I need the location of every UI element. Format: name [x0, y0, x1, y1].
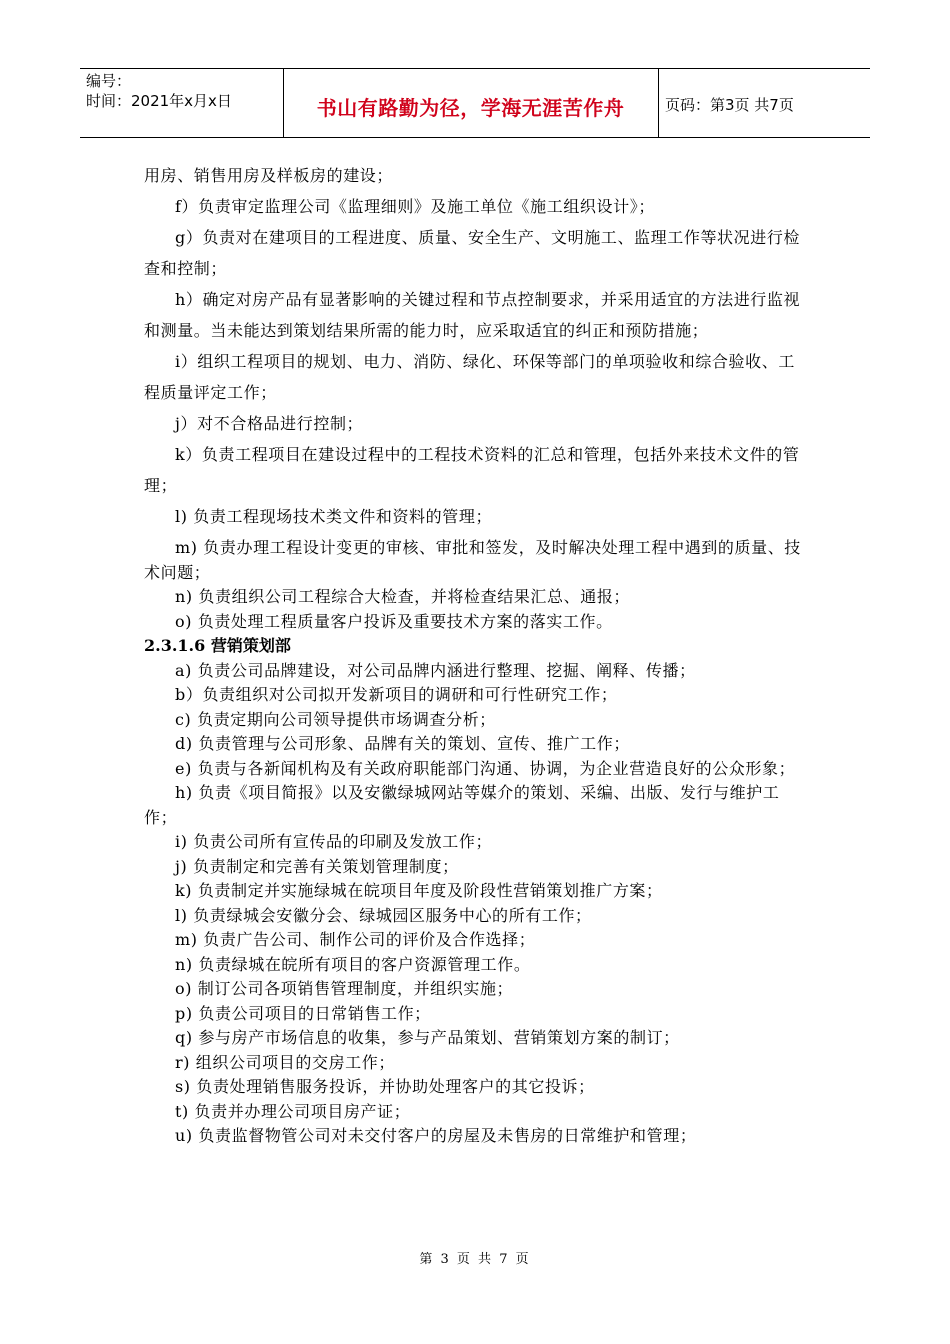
list-item: l) 负责绿城会安徽分会、绿城园区服务中心的所有工作； [175, 905, 592, 925]
list-item: n) 负责绿城在皖所有项目的客户资源管理工作。 [175, 954, 531, 974]
list-item: a) 负责公司品牌建设，对公司品牌内涵进行整理、挖掘、阐释、传播； [175, 660, 696, 680]
header-motto-cell [283, 69, 659, 137]
list-item: b）负责组织对公司拟开发新项目的调研和可行性研究工作； [175, 685, 618, 704]
paragraph: m) 负责办理工程设计变更的审核、审批和签发，及时解决处理工程中遇到的质量、技术问题； [144, 538, 801, 582]
document-number-label: 编号： [86, 72, 132, 90]
paragraph: g）负责对在建项目的工程进度、质量、安全生产、文明施工、监理工作等状况进行检查和控制； [144, 228, 801, 278]
list-item: d) 负责管理与公司形象、品牌有关的策划、宣传、推广工作； [175, 734, 630, 753]
list-item: r) 组织公司项目的交房工作； [175, 1052, 395, 1072]
marketing-list [144, 659, 809, 1149]
list-item: e) 负责与各新闻机构及有关政府职能部门沟通、协调，为企业营造良好的公众形象； [175, 758, 796, 778]
list-item: m) 负责广告公司、制作公司的评价及合作选择； [175, 930, 536, 949]
paragraph: n) 负责组织公司工程综合大检查，并将检查结果汇总、通报； [175, 587, 631, 606]
list-item: h) 负责《项目简报》以及安徽绿城网站等媒介的策划、采编、出版、发行与维护工作； [144, 783, 780, 827]
paragraph: h）确定对房产品有显著影响的关键过程和节点控制要求，并采用适宜的方法进行监视和测量。当未能达到策划结果所需的能力时，应采取适宜的纠正和预防措施； [144, 290, 801, 340]
list-item: t) 负责并办理公司项目房产证； [175, 1101, 411, 1121]
list-item: c) 负责定期向公司领导提供市场调查分析； [175, 709, 496, 729]
list-item: i) 负责公司所有宣传品的印刷及发放工作； [175, 832, 493, 851]
header-meta [80, 69, 284, 137]
paragraph: l) 负责工程现场技术类文件和资料的管理； [175, 507, 493, 526]
paragraph: j）对不合格品进行控制； [175, 414, 364, 433]
paragraph: f）负责审定监理公司《监理细则》及施工单位《施工组织设计》； [175, 197, 655, 216]
header-page-info: 页码：第3页 共7页 [665, 96, 794, 114]
paragraph: o) 负责处理工程质量客户投诉及重要技术方案的落实工作。 [175, 611, 613, 631]
header-page-cell [659, 69, 870, 137]
list-item: u) 负责监督物管公司对未交付客户的房屋及未售房的日常维护和管理； [175, 1126, 697, 1145]
header-motto: 书山有路勤为径，学海无涯苦作舟 [316, 96, 625, 120]
page-footer: 第 3 页 共 7 页 [419, 1252, 531, 1267]
list-item: k) 负责制定并实施绿城在皖项目年度及阶段性营销策划推广方案； [175, 881, 663, 900]
paragraph: k）负责工程项目在建设过程中的工程技术资料的汇总和管理，包括外来技术文件的管理； [144, 445, 800, 495]
page-header [80, 68, 870, 138]
paragraph: 用房、销售用房及样板房的建设； [144, 166, 394, 185]
paragraph: i）组织工程项目的规划、电力、消防、绿化、环保等部门的单项验收和综合验收、工程质量评定工作； [144, 352, 795, 402]
list-item: s) 负责处理销售服务投诉，并协助处理客户的其它投诉； [175, 1077, 595, 1096]
section-heading: 2.3.1.6 营销策划部 [144, 636, 291, 655]
list-item: q) 参与房产市场信息的收集，参与产品策划、营销策划方案的制订； [175, 1028, 680, 1047]
document-body [144, 160, 809, 1149]
document-date: 时间：2021年x月x日 [86, 92, 232, 110]
list-item: p) 负责公司项目的日常销售工作； [175, 1003, 431, 1023]
list-item: o) 制订公司各项销售管理制度，并组织实施； [175, 979, 514, 998]
list-item: j) 负责制定和完善有关策划管理制度； [175, 856, 459, 876]
